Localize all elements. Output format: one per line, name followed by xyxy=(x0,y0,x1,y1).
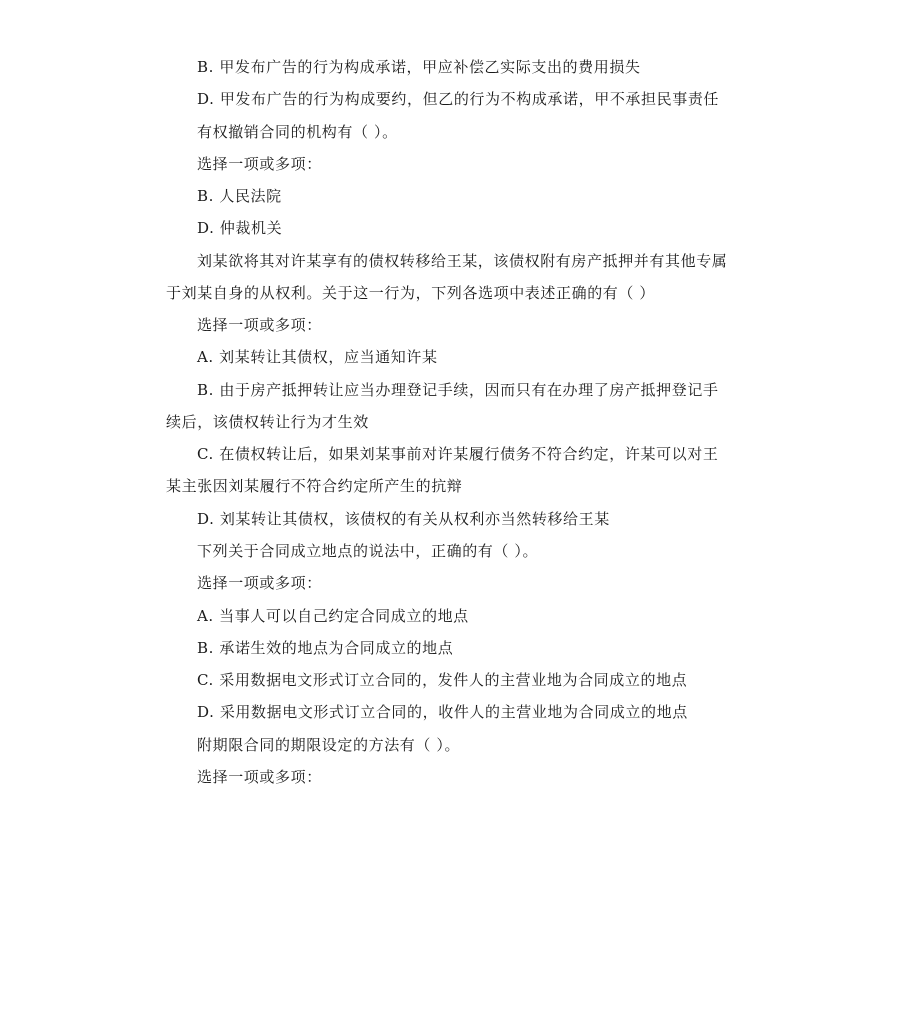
option-b-line: B. 人民法院 xyxy=(197,187,282,205)
option-d-line: D. 采用数据电文形式订立合同的，收件人的主营业地为合同成立的地点 xyxy=(197,703,688,721)
option-b-line: B. 甲发布广告的行为构成承诺，甲应补偿乙实际支出的费用损失 xyxy=(197,58,641,76)
option-d-line: D. 甲发布广告的行为构成要约，但乙的行为不构成承诺，甲不承担民事责任 xyxy=(197,90,720,108)
option-a-line: A. 刘某转让其债权，应当通知许某 xyxy=(197,348,438,366)
question-line: 刘某欲将其对许某享有的债权转移给王某，该债权附有房产抵押并有其他专属 xyxy=(197,252,728,270)
option-c-line: C. 在债权转让后，如果刘某事前对许某履行债务不符合约定，许某可以对王 xyxy=(197,445,719,463)
option-c-continuation-line: 某主张因刘某履行不符合约定所产生的抗辩 xyxy=(166,477,463,495)
question-continuation-line: 于刘某自身的从权利。关于这一行为，下列各选项中表述正确的有（ ） xyxy=(166,284,655,302)
instruction-line: 选择一项或多项： xyxy=(197,768,322,786)
question-line: 有权撤销合同的机构有（ ）。 xyxy=(197,123,398,141)
instruction-line: 选择一项或多项： xyxy=(197,155,322,173)
option-b-line: B. 由于房产抵押转让应当办理登记手续，因而只有在办理了房产抵押登记手 xyxy=(197,381,719,399)
instruction-line: 选择一项或多项： xyxy=(197,574,322,592)
option-a-line: A. 当事人可以自己约定合同成立的地点 xyxy=(197,607,469,625)
option-d-line: D. 仲裁机关 xyxy=(197,219,283,237)
instruction-line: 选择一项或多项： xyxy=(197,316,322,334)
option-b-line: B. 承诺生效的地点为合同成立的地点 xyxy=(197,639,454,657)
option-c-line: C. 采用数据电文形式订立合同的，发件人的主营业地为合同成立的地点 xyxy=(197,671,688,689)
option-d-line: D. 刘某转让其债权，该债权的有关从权利亦当然转移给王某 xyxy=(197,510,610,528)
option-b-continuation-line: 续后，该债权转让行为才生效 xyxy=(166,413,369,431)
question-line: 下列关于合同成立地点的说法中，正确的有（ ）。 xyxy=(197,542,539,560)
question-line: 附期限合同的期限设定的方法有（ ）。 xyxy=(197,736,461,754)
